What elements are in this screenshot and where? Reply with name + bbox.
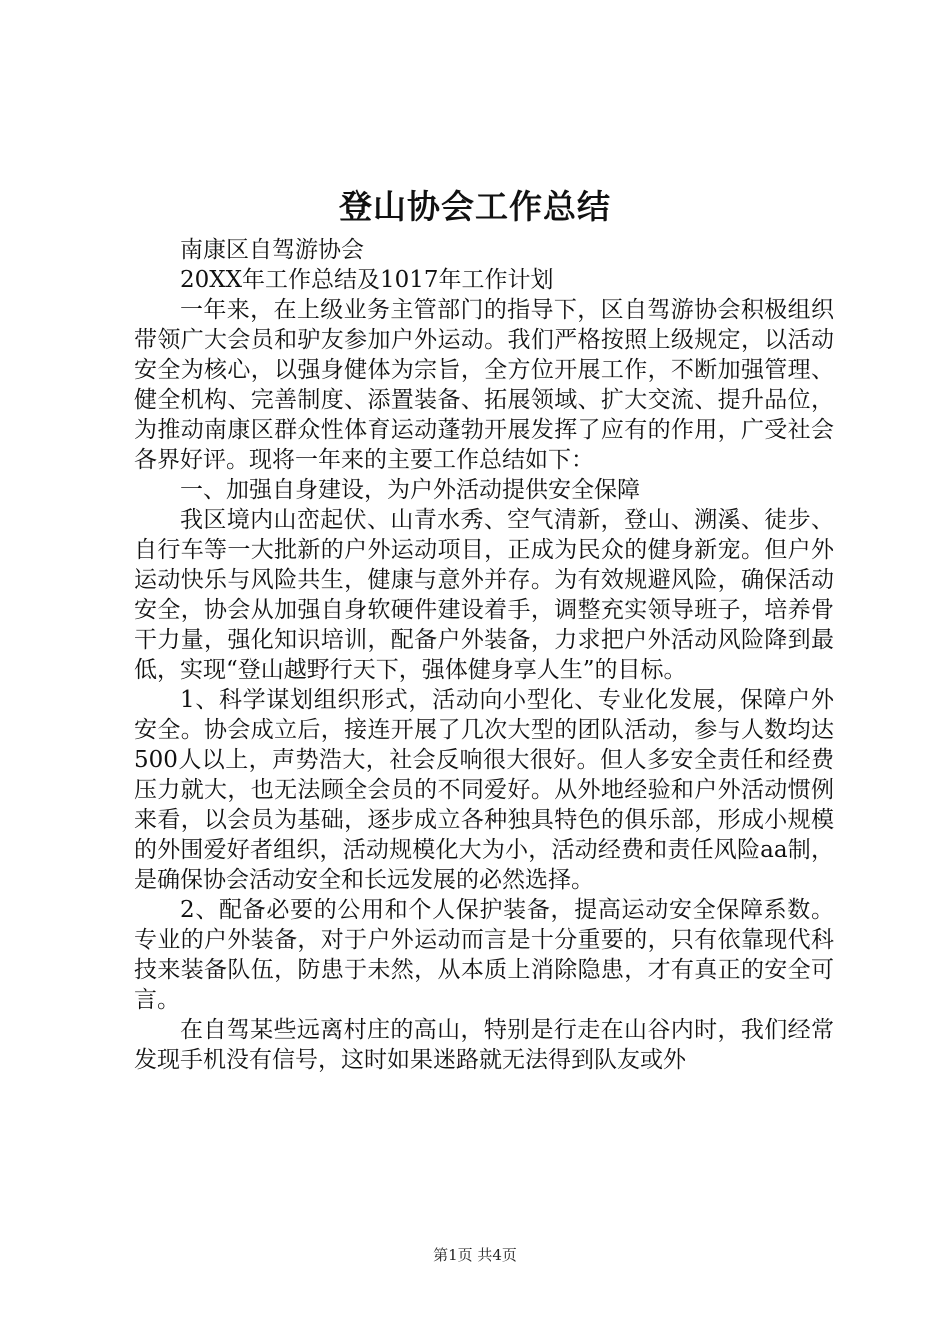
body-paragraph: 在自驾某些远离村庄的高山，特别是行走在山谷内时，我们经常发现手机没有信号，这时如果迷路就无法得到队友或外 bbox=[134, 1017, 834, 1073]
subtitle-line: 20XX年工作总结及1017年工作计划 bbox=[180, 267, 554, 293]
document-title: 登山协会工作总结 bbox=[339, 187, 611, 226]
section-heading-1: 一、加强自身建设，为户外活动提供安全保障 bbox=[180, 477, 640, 503]
body-paragraph: 1、科学谋划组织形式，活动向小型化、专业化发展，保障户外安全。协会成立后，接连开展了几次大型的团队活动，参与人数均达500人以上，声势浩大，社会反响很大很好。但人多安全责任和经费压力就大，也无法顾全会员的不同爱好。从外地经验和户外活动惯例来看，以会员为基础，逐步成立各种独具特色的俱乐部，形成小规模的外围爱好者组织，活动规模化大为小，活动经费和责任风险aa制，是确保协会活动安全和长远发展的必然选择。 bbox=[134, 687, 834, 893]
intro-paragraph: 一年来，在上级业务主管部门的指导下，区自驾游协会积极组织带领广大会员和驴友参加户外运动。我们严格按照上级规定，以活动安全为核心，以强身健体为宗旨，全方位开展工作，不断加强管理、健全机构、完善制度、添置装备、拓展领域、扩大交流、提升品位，为推动南康区群众性体育运动蓬勃开展发挥了应有的作用，广受社会各界好评。现将一年来的主要工作总结如下： bbox=[134, 297, 834, 473]
page-footer: 第1页 共4页 bbox=[433, 1246, 517, 1264]
document-body bbox=[134, 235, 834, 1075]
organization-line: 南康区自驾游协会 bbox=[180, 237, 364, 263]
body-paragraph: 2、配备必要的公用和个人保护装备，提高运动安全保障系数。专业的户外装备，对于户外运动而言是十分重要的，只有依靠现代科技来装备队伍，防患于未然，从本质上消除隐患，才有真正的安全可言。 bbox=[134, 897, 834, 1013]
body-paragraph: 我区境内山峦起伏、山青水秀、空气清新，登山、溯溪、徒步、自行车等一大批新的户外运动项目，正成为民众的健身新宠。但户外运动快乐与风险共生，健康与意外并存。为有效规避风险，确保活动安全，协会从加强自身软硬件建设着手，调整充实领导班子，培养骨干力量，强化知识培训，配备户外装备，力求把户外活动风险降到最低，实现“登山越野行天下，强体健身享人生”的目标。 bbox=[134, 507, 834, 683]
